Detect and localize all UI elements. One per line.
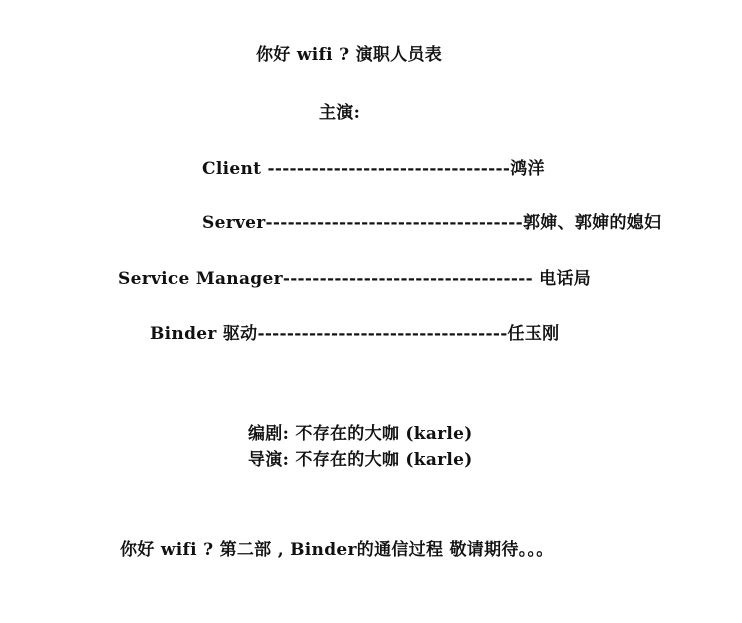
footer-teaser: 你好 wifi ? 第二部 , Binder的通信过程 敬请期待。。。 — [120, 540, 554, 560]
document-title: 你好 wifi ? 演职人员表 — [256, 45, 443, 65]
role-server: Server-----------------------------------郭婶、郭婶的媳妇 — [202, 213, 662, 233]
role-service-manager: Service Manager---------------------------------- 电话局 — [118, 269, 592, 289]
role-client: Client ---------------------------------鸿洋 — [202, 159, 545, 179]
role-binder-driver: Binder 驱动----------------------------------任玉刚 — [150, 324, 560, 344]
credit-writer: 编剧: 不存在的大咖 (karle) — [248, 424, 473, 444]
credit-director: 导演: 不存在的大咖 (karle) — [248, 450, 473, 470]
lead-cast-label: 主演: — [319, 103, 361, 123]
